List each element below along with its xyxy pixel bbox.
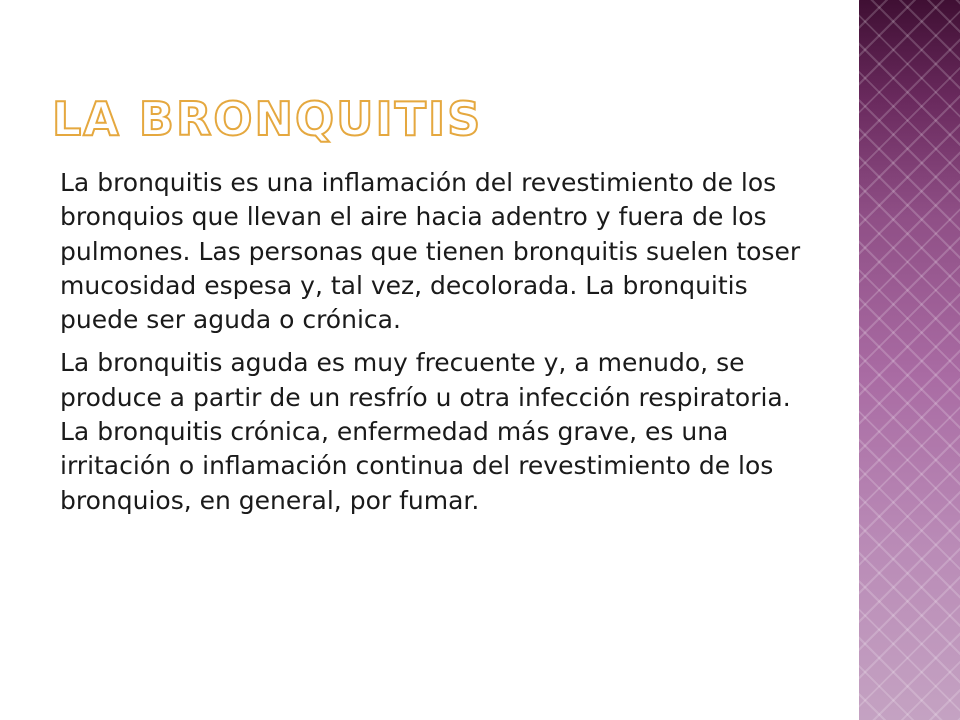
decorative-side-panel [855, 0, 960, 720]
paragraph-types: La bronquitis aguda es muy frecuente y, a menudo, se produce a partir de un resfrío u otra infección respiratoria. La bronquitis crónica, enfermedad más grave, es una irritación o inflamación continua del revestimiento de los bronquios, en general, por fumar. [60, 348, 791, 515]
slide-title: LA BRONQUITIS [52, 92, 483, 146]
slide-body [60, 166, 820, 527]
side-panel-edge [855, 0, 859, 720]
paragraph-definition: La bronquitis es una inflamación del revestimiento de los bronquios que llevan el aire hacia adentro y fuera de los pulmones. Las personas que tienen bronquitis suelen toser mucosidad espesa y, tal vez, decolorada. La bronquitis puede ser aguda o crónica. [60, 168, 801, 335]
